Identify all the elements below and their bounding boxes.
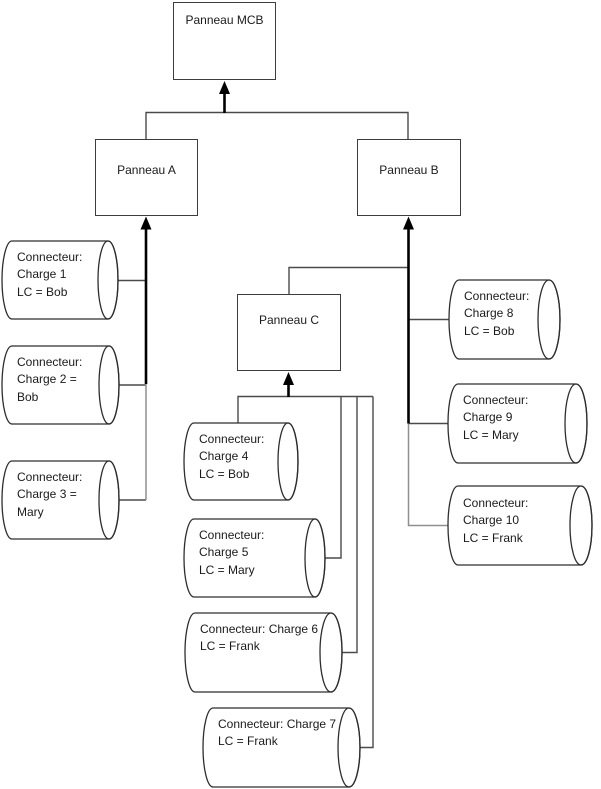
label-line: LC = Bob (464, 323, 515, 338)
arrow-head-mcb (219, 81, 230, 94)
label-line: Connecteur: Charge 7 (218, 717, 337, 731)
trunk-b-lower (409, 424, 449, 526)
label-line: Charge 3 = (17, 487, 77, 502)
link-panneau-c (289, 268, 408, 295)
label-line: Bob (17, 389, 39, 404)
connector-charge-10-label (463, 495, 528, 547)
panel-box-c (237, 294, 341, 371)
connector-charge-9-label (463, 392, 528, 444)
label-line: Charge 9 (463, 410, 513, 425)
label-line: Connecteur: (17, 470, 83, 484)
label-line: Charge 5 (199, 545, 249, 560)
drop-charge-6 (342, 397, 357, 653)
drop-charge-7 (360, 397, 373, 748)
panel-label-c: Panneau C (258, 313, 320, 327)
connector-charge-8-label (464, 288, 529, 340)
connector-charge-1-label (17, 249, 82, 301)
label-line: Mary (17, 504, 44, 519)
label-line: Connecteur: (463, 496, 529, 510)
label-line: LC = Bob (17, 284, 68, 299)
panel-label-mcb: Panneau MCB (185, 13, 264, 27)
label-line: LC = Mary (463, 427, 519, 442)
panel-label-b: Panneau B (379, 163, 439, 177)
label-line: Connecteur: (17, 355, 83, 369)
panel-box-mcb (173, 2, 276, 80)
panel-label-a: Panneau A (117, 163, 176, 177)
label-line: Charge 10 (463, 513, 520, 528)
label-line: LC = Frank (463, 530, 523, 545)
label-line: Charge 8 (464, 306, 514, 321)
bus-mcb (146, 113, 408, 140)
label-line: Connecteur: (464, 289, 530, 303)
connector-charge-2-label (17, 354, 82, 406)
label-line: LC = Bob (199, 466, 250, 481)
label-line: Connecteur: Charge 6 (200, 622, 319, 636)
label-line: Connecteur: (17, 250, 83, 264)
panel-box-b (357, 139, 461, 216)
drop-charge-5 (325, 397, 341, 559)
bus-panneau-c (238, 397, 373, 424)
label-line: Charge 2 = (17, 372, 77, 387)
arrow-head-panneau-b (403, 217, 414, 230)
label-line: LC = Mary (199, 562, 255, 577)
connector-charge-4-label (199, 431, 264, 483)
label-line: Charge 1 (17, 267, 67, 282)
connector-charge-7-label (218, 716, 336, 751)
label-line: Connecteur: (199, 528, 265, 542)
label-line: LC = Frank (200, 639, 260, 654)
connector-charge-6-label (200, 621, 318, 656)
connector-charge-5-label (199, 527, 264, 579)
label-line: Connecteur: (463, 393, 529, 407)
connector-charge-3-label (17, 469, 82, 521)
arrow-head-panneau-c (283, 372, 294, 385)
panel-box-a (95, 139, 198, 216)
label-line: Charge 4 (199, 449, 249, 464)
label-line: Connecteur: (199, 432, 265, 446)
arrow-head-panneau-a (141, 217, 152, 230)
label-line: LC = Frank (218, 734, 278, 749)
